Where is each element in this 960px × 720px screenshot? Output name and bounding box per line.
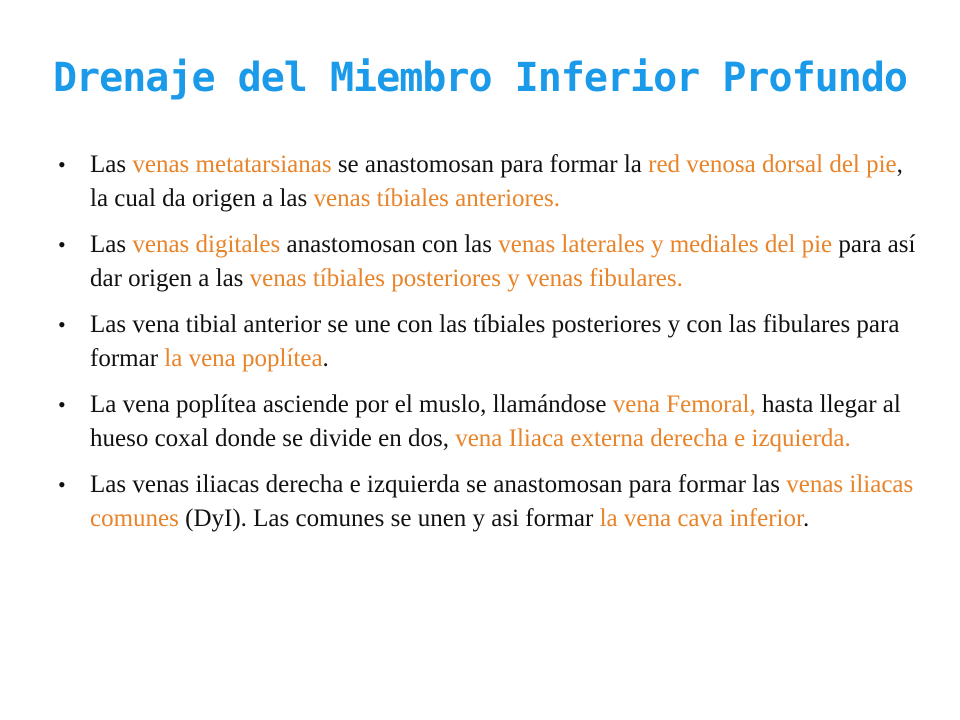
highlighted-term: la vena poplítea [164, 345, 323, 372]
bullet-text: Las [90, 231, 133, 258]
bullet-text: , la cual da origen a las [90, 151, 903, 212]
highlighted-term: vena Femoral, [612, 391, 756, 418]
highlighted-term: venas tíbiales posteriores y venas fibulares. [249, 265, 683, 292]
highlighted-term: venas laterales y mediales del pie [498, 231, 833, 258]
highlighted-term: venas metatarsianas [132, 151, 332, 178]
bullet-dot: • [58, 232, 66, 257]
bullet-text: Las vena tibial anterior se une con las tíbiales posteriores y con las fibulares para formar [90, 311, 900, 372]
bullet-dot: • [58, 392, 66, 417]
bullet-text: Las venas iliacas derecha e izquierda se anastomosan para formar las [90, 471, 787, 498]
bullet-dot: • [58, 472, 66, 497]
bullet-item [58, 468, 918, 536]
bullet-item [58, 228, 918, 296]
bullet-text: hasta llegar al hueso coxal donde se divide en dos, [90, 391, 901, 452]
highlighted-term: la vena cava inferior [599, 505, 803, 532]
highlighted-term: venas iliacas comunes [90, 471, 914, 532]
highlighted-term: venas tíbiales anteriores. [313, 185, 560, 212]
highlighted-term: venas digitales [132, 231, 281, 258]
bullet-item [58, 308, 918, 376]
bullet-text: . [802, 505, 810, 532]
slide-title: Drenaje del Miembro Inferior Profundo [52, 55, 908, 101]
bullet-text: La vena poplítea asciende por el muslo, llamándose [90, 391, 613, 418]
highlighted-term: vena Iliaca externa derecha e izquierda. [455, 425, 851, 452]
bullet-text: (DyI). Las comunes se unen y asi formar [178, 505, 600, 532]
bullet-text: Las [90, 151, 133, 178]
bullet-text: . [322, 345, 329, 372]
bullet-item [58, 388, 918, 456]
bullet-text: anastomosan con las [280, 231, 499, 258]
bullet-item [58, 148, 918, 216]
bullet-dot: • [58, 152, 66, 177]
bullet-text: para así dar origen a las [90, 231, 916, 292]
bullet-dot: • [58, 312, 66, 337]
bullet-text: se anastomosan para formar la [331, 151, 649, 178]
highlighted-term: red venosa dorsal del pie [648, 151, 897, 178]
bullet-list [58, 148, 918, 548]
